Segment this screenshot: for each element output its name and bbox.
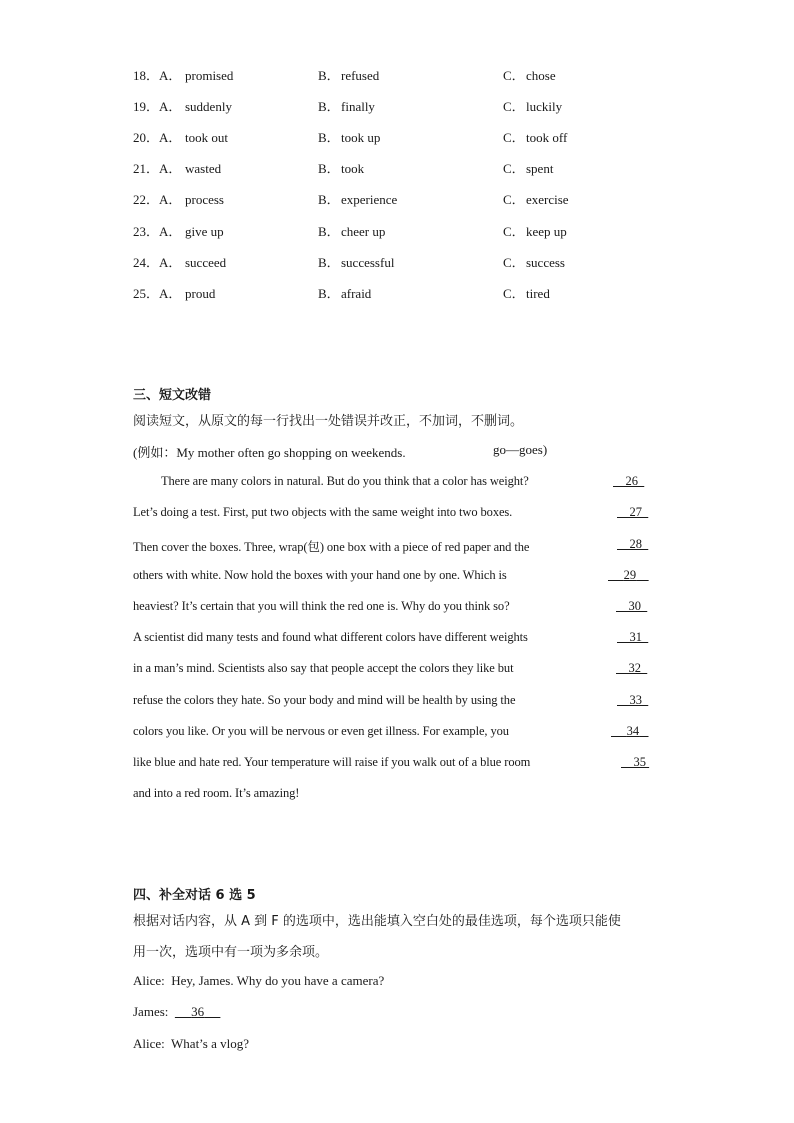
option-c-label: C．: [503, 130, 525, 145]
blank-number: 33: [629, 693, 642, 707]
blank-number: 36: [191, 1004, 205, 1019]
question-number: 18．A．: [133, 68, 182, 83]
option-b-label: B．: [318, 192, 340, 207]
option-c-label: C．: [503, 224, 525, 239]
speaker: Alice:: [133, 973, 165, 988]
option-c: exercise: [526, 192, 569, 207]
option-c-label: C．: [503, 99, 525, 114]
answer-blank-34[interactable]: [611, 724, 649, 739]
option-b: experience: [341, 192, 398, 207]
option-a: give up: [185, 224, 224, 239]
blank-number: 26: [625, 474, 638, 488]
passage-line: heaviest? It’s certain that you will think the red one is. Why do you think so?: [133, 599, 510, 613]
blank-number: 30: [628, 599, 641, 613]
blank-number: 29: [623, 568, 637, 582]
blank-number: 31: [629, 630, 642, 644]
answer-blank-29[interactable]: [608, 568, 649, 583]
passage-line: others with white. Now hold the boxes with your hand one by one. Which is: [133, 568, 507, 582]
blank-number: 34: [626, 724, 640, 738]
section4-instruction-line2: 用一次，选项中有一项为多余项。: [133, 945, 329, 960]
option-b: refused: [341, 68, 380, 83]
option-c: luckily: [526, 99, 563, 114]
answer-blank-35[interactable]: [621, 755, 649, 770]
answer-blank-32[interactable]: [616, 661, 647, 676]
option-c: spent: [526, 161, 554, 176]
blank-number: 27: [629, 505, 642, 519]
question-number: 25．A．: [133, 286, 182, 301]
section4-heading: 四、补全对话 6 选 5: [133, 888, 256, 903]
section3-example-fix: go—goes): [493, 442, 548, 457]
answer-blank-36[interactable]: [175, 1004, 221, 1019]
section3-heading: 三、短文改错: [133, 388, 212, 403]
utterance: Hey, James. Why do you have a camera?: [171, 973, 385, 988]
option-b-label: B．: [318, 130, 340, 145]
option-c: tired: [526, 286, 550, 301]
answer-blank-27[interactable]: [617, 505, 648, 520]
option-b: afraid: [341, 286, 372, 301]
blank-number: 32: [628, 661, 641, 675]
option-a: took out: [185, 130, 228, 145]
dialog-line: [133, 1004, 220, 1020]
passage-line: A scientist did many tests and found what different colors have different weights: [133, 630, 528, 644]
option-a: proud: [185, 286, 216, 301]
option-b-label: B．: [318, 286, 340, 301]
passage-line: colors you like. Or you will be nervous or even get illness. For example, you: [133, 724, 509, 738]
question-number: 19．A．: [133, 99, 182, 114]
answer-blank-31[interactable]: [617, 630, 648, 645]
answer-blank-30[interactable]: [616, 599, 647, 614]
answer-blank-33[interactable]: [617, 693, 648, 708]
question-number: 24．A．: [133, 255, 182, 270]
option-b: took up: [341, 130, 381, 145]
question-number: 20．A．: [133, 130, 182, 145]
option-c: took off: [526, 130, 568, 145]
option-b: finally: [341, 99, 375, 114]
option-b-label: B．: [318, 161, 340, 176]
passage-line: and into a red room. It’s amazing!: [133, 786, 300, 800]
option-a: process: [185, 192, 224, 207]
option-c: keep up: [526, 224, 567, 239]
utterance: What’s a vlog?: [171, 1036, 250, 1051]
option-c-label: C．: [503, 161, 525, 176]
speaker: James:: [133, 1004, 169, 1019]
dialog-line: [133, 973, 384, 989]
passage-line: Let’s doing a test. First, put two objects with the same weight into two boxes.: [133, 505, 513, 519]
option-a: succeed: [185, 255, 227, 270]
passage-line: refuse the colors they hate. So your body and mind will be health by using the: [133, 693, 516, 707]
option-b: cheer up: [341, 224, 386, 239]
option-b-label: B．: [318, 224, 340, 239]
option-a: promised: [185, 68, 234, 83]
passage-line: Then cover the boxes. Three, wrap(包) one box with a piece of red paper and the: [133, 540, 530, 554]
section4-instruction-line1: 根据对话内容，从 A 到 F 的选项中，选出能填入空白处的最佳选项，每个选项只能使: [133, 914, 621, 929]
dialog-line: [133, 1036, 249, 1052]
section3-instruction: 阅读短文，从原文的每一行找出一处错误并改正，不加词，不删词。: [133, 414, 524, 429]
answer-blank-26[interactable]: [613, 474, 644, 489]
option-a: suddenly: [185, 99, 232, 114]
question-number: 21．A．: [133, 161, 182, 176]
option-a: wasted: [185, 161, 222, 176]
question-number: 22．A．: [133, 192, 182, 207]
option-c-label: C．: [503, 68, 525, 83]
option-c-label: C．: [503, 192, 525, 207]
option-b-label: B．: [318, 99, 340, 114]
blank-number: 28: [629, 537, 642, 551]
question-number: 23．A．: [133, 224, 182, 239]
option-c: success: [526, 255, 565, 270]
speaker: Alice:: [133, 1036, 165, 1051]
blank-number: 35: [633, 755, 646, 769]
answer-blank-28[interactable]: [617, 537, 648, 552]
passage-line: like blue and hate red. Your temperature will raise if you walk out of a blue room: [133, 755, 531, 769]
section3-example: (例如：My mother often go shopping on weekends.: [133, 445, 406, 460]
option-b-label: B．: [318, 68, 340, 83]
option-b: took: [341, 161, 365, 176]
passage-line: in a man’s mind. Scientists also say that people accept the colors they like but: [133, 661, 514, 675]
option-b: successful: [341, 255, 395, 270]
option-c-label: C．: [503, 255, 525, 270]
option-c-label: C．: [503, 286, 525, 301]
option-b-label: B．: [318, 255, 340, 270]
passage-line: There are many colors in natural. But do you think that a color has weight?: [161, 474, 529, 488]
option-c: chose: [526, 68, 556, 83]
